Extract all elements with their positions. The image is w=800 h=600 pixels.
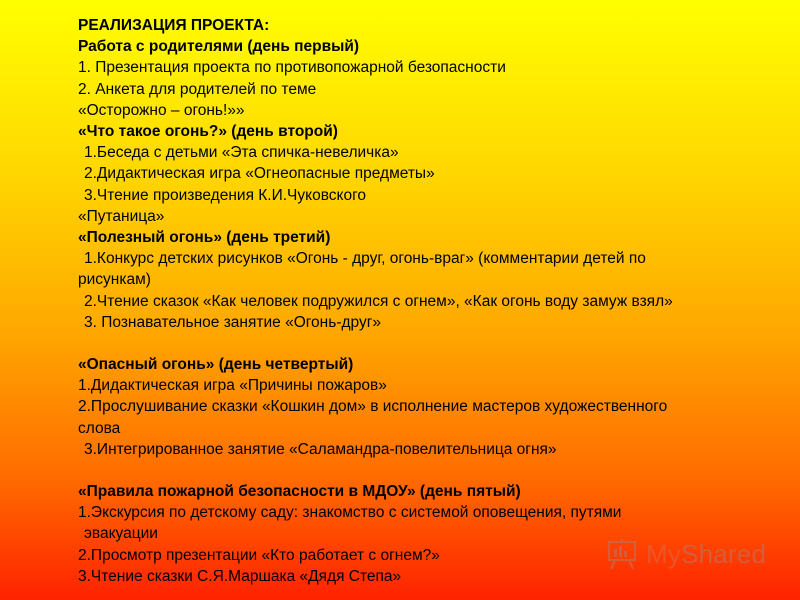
day4-item-2-cont: слова (78, 419, 121, 437)
day2-item-1: 1.Беседа с детьми «Эта спичка-невеличка» (84, 144, 399, 162)
day1-title: Работа с родителями (день первый) (78, 38, 360, 56)
day4-title: «Опасный огонь» (день четвертый) (78, 356, 354, 374)
heading: РЕАЛИЗАЦИЯ ПРОЕКТА: (78, 17, 270, 34)
day3-item-2: 2.Чтение сказок «Как человек подружился с огнем», «Как огонь воду замуж взял» (84, 292, 673, 310)
day1-item-2-cont: «Осторожно – огонь!»» (78, 101, 245, 119)
day4-item-1: 1.Дидактическая игра «Причины пожаров» (78, 377, 387, 395)
day5-item-3: 3.Чтение сказки С.Я.Маршака «Дядя Степа» (78, 567, 402, 585)
day5-title: «Правила пожарной безопасности в МДОУ» (день пятый) (78, 483, 521, 501)
day2-item-3: 3.Чтение произведения К.И.Чуковского (84, 186, 367, 204)
day1-item-2: 2. Анкета для родителей по теме (78, 80, 317, 98)
watermark-shared: Shared (681, 538, 767, 569)
day3-item-1: 1.Конкурс детских рисунков «Огонь - друг, огонь-враг» (комментарии детей по (84, 250, 646, 268)
day3-item-3: 3. Познавательное занятие «Огонь-друг» (84, 313, 381, 331)
day2-title: «Что такое огонь?» (день второй) (78, 123, 338, 141)
spacer (78, 460, 778, 481)
spacer (78, 333, 778, 354)
day3-item-1-cont: рисункам) (78, 271, 151, 289)
slide-text (78, 15, 778, 587)
day2-item-3-cont: «Путаница» (78, 207, 165, 225)
day5-item-1: 1.Экскурсия по детскому саду: знакомство с системой оповещения, путями (78, 504, 622, 522)
day2-item-2: 2.Дидактическая игра «Огнеопасные предметы» (84, 165, 435, 183)
day5-item-1-cont: эвакуации (84, 525, 158, 543)
day4-item-2: 2.Прослушивание сказки «Кошкин дом» в исполнение мастеров художественного (78, 398, 668, 416)
day4-item-3: 3.Интегрированное занятие «Саламандра-повелительница огня» (84, 440, 557, 458)
day3-title: «Полезный огонь» (день третий) (78, 229, 331, 247)
day5-item-2: 2.Просмотр презентации «Кто работает с огнем?» (78, 546, 440, 564)
day1-item-1: 1. Презентация проекта по противопожарной безопасности (78, 59, 506, 77)
watermark-my: My (646, 538, 682, 569)
